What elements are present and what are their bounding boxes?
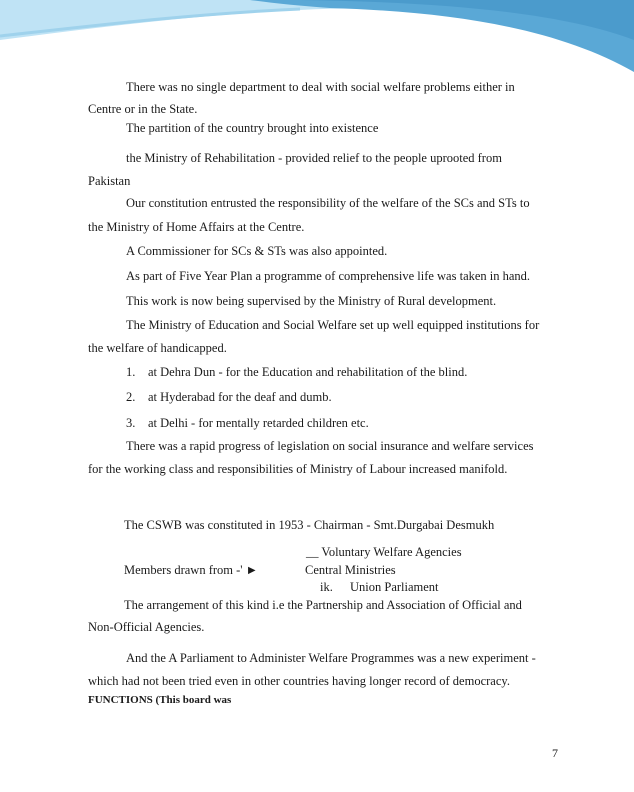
list-item-text: at Delhi - for mentally retarded children etc. <box>148 416 369 430</box>
header-wave-decoration <box>0 0 634 90</box>
text-line: Centre or in the State. <box>88 102 198 116</box>
members-label: Members drawn from -' ► <box>124 563 259 577</box>
text-line: There was a rapid progress of legislation on social insurance and welfare services <box>126 439 534 453</box>
text-line: The partition of the country brought into existence <box>126 121 379 135</box>
page-number: 7 <box>552 746 558 760</box>
list-item-text: at Hyderabad for the deaf and dumb. <box>148 390 332 404</box>
text-line: As part of Five Year Plan a programme of comprehensive life was taken in hand. <box>126 269 531 283</box>
members-branch-marker: ik. <box>320 580 333 594</box>
members-branch-central: Central Ministries <box>305 563 396 577</box>
members-branch-voluntary: __ Voluntary Welfare Agencies <box>306 545 462 559</box>
members-branch-parliament: Union Parliament <box>350 580 439 594</box>
text-line: the Ministry of Home Affairs at the Centre. <box>88 220 305 234</box>
text-line: A Commissioner for SCs & STs was also appointed. <box>126 244 388 258</box>
text-line: the Ministry of Rehabilitation - provided relief to the people uprooted from <box>126 151 502 165</box>
text-line: Pakistan <box>88 174 131 188</box>
text-line: There was no single department to deal with social welfare problems either in <box>126 80 515 94</box>
text-line: Our constitution entrusted the responsibility of the welfare of the SCs and STs to <box>126 196 530 210</box>
list-item-text: at Dehra Dun - for the Education and rehabilitation of the blind. <box>148 365 468 379</box>
text-line: for the working class and responsibilities of Ministry of Labour increased manifold. <box>88 462 508 476</box>
text-line: which had not been tried even in other countries having longer record of democracy. <box>88 674 510 688</box>
text-line: Non-Official Agencies. <box>88 620 205 634</box>
text-line: The Ministry of Education and Social Welfare set up well equipped institutions for <box>126 318 540 332</box>
text-line: the welfare of handicapped. <box>88 341 227 355</box>
text-line: This work is now being supervised by the Ministry of Rural development. <box>126 294 497 308</box>
text-line: The arrangement of this kind i.e the Partnership and Association of Official and <box>124 598 522 612</box>
text-line: And the A Parliament to Administer Welfare Programmes was a new experiment - <box>126 651 536 665</box>
list-item-number: 1. <box>126 365 136 379</box>
list-item-number: 3. <box>126 416 136 430</box>
text-line: The CSWB was constituted in 1953 - Chairman - Smt.Durgabai Desmukh <box>124 518 495 532</box>
list-item-number: 2. <box>126 390 136 404</box>
section-heading-functions: FUNCTIONS (This board was <box>88 694 232 706</box>
